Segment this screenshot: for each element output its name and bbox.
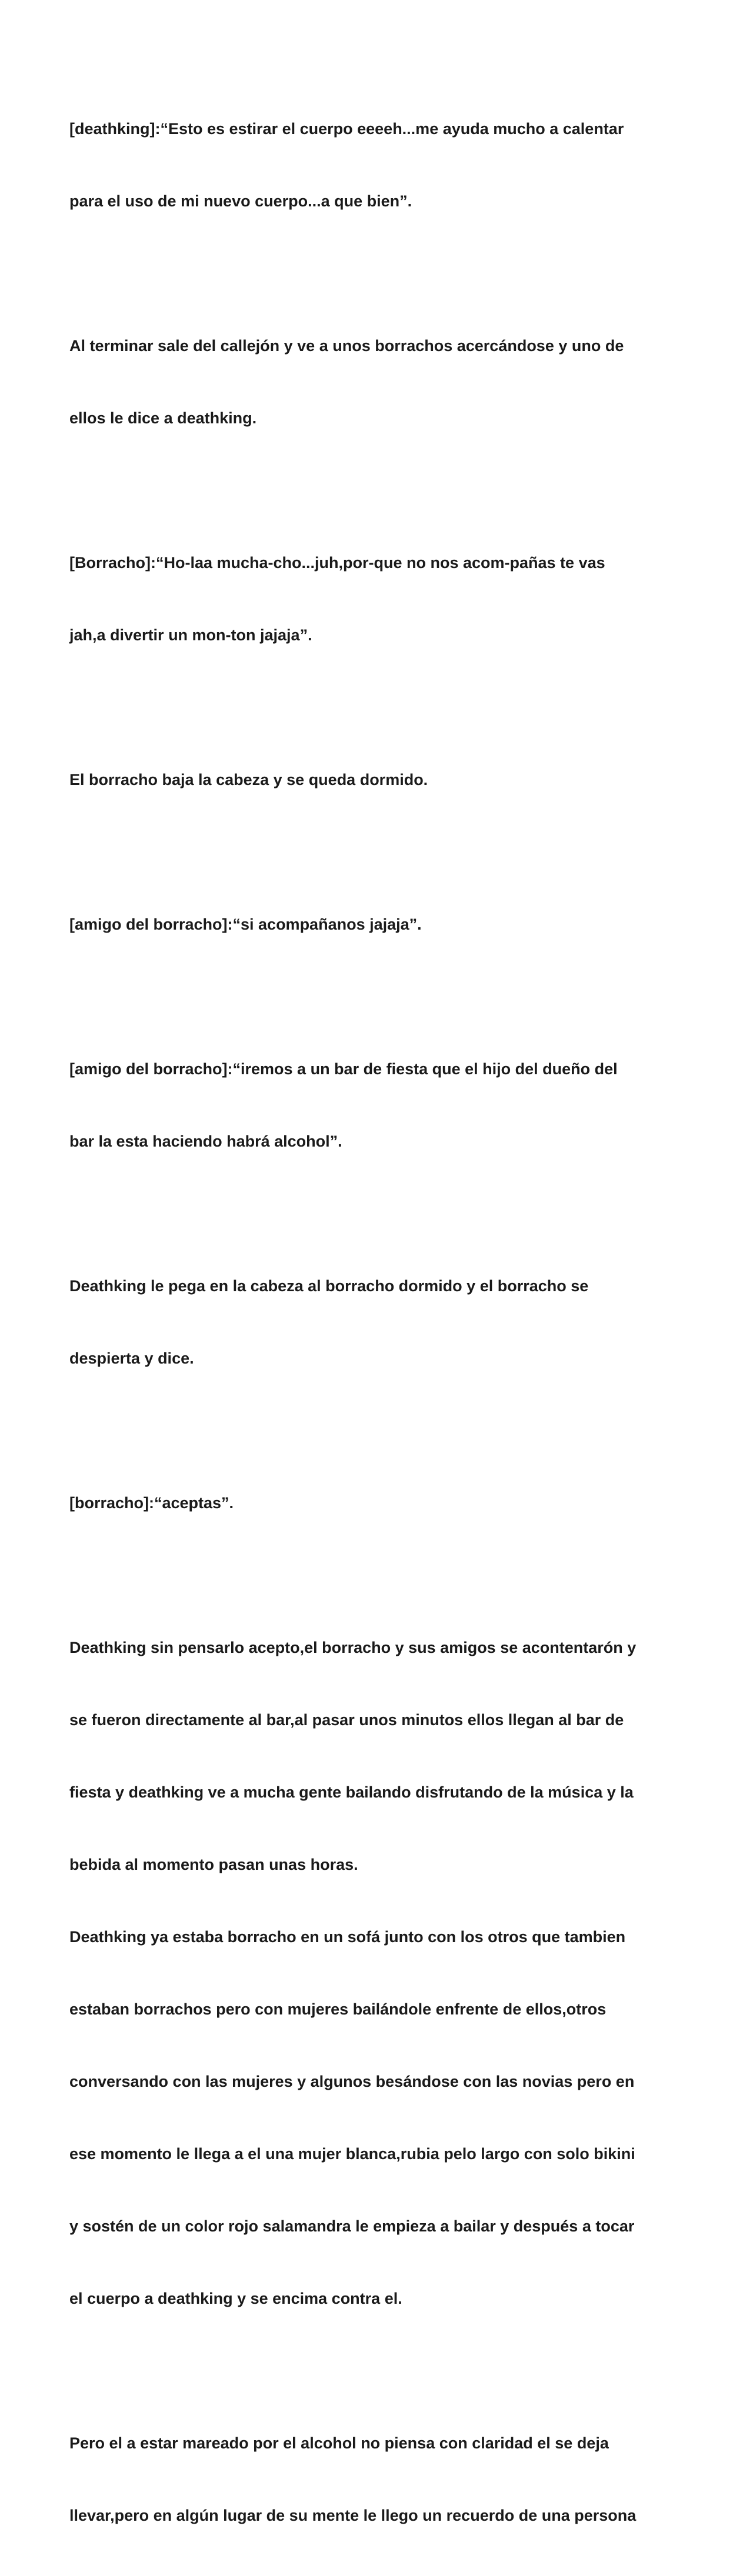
text-line: llevar,pero en algún lugar de su mente le llego un recuerdo de una persona bbox=[69, 2507, 637, 2524]
text-line: [Borracho]:“Ho-laa mucha-cho...juh,por-que no nos acom-pañas te vas bbox=[69, 554, 605, 572]
paragraph-amigo-bar bbox=[69, 1009, 687, 1202]
text-line: bar la esta haciendo habrá alcohol”. bbox=[69, 1132, 342, 1150]
text-line: El borracho baja la cabeza y se queda dormido. bbox=[69, 771, 428, 788]
text-line: bebida al momento pasan unas horas. bbox=[69, 1856, 358, 1873]
text-line: despierta y dice. bbox=[69, 1349, 194, 1367]
text-line: Deathking sin pensarlo acepto,el borracho y sus amigos se acontentarón y bbox=[69, 1639, 637, 1656]
text-line: Deathking le pega en la cabeza al borracho dormido y el borracho se bbox=[69, 1277, 589, 1295]
paragraph-borracho-invite bbox=[69, 503, 687, 696]
text-line: Deathking ya estaba borracho en un sofá junto con los otros que tambien bbox=[69, 1928, 626, 1946]
paragraph-hits-head bbox=[69, 1226, 687, 1419]
text-line: [amigo del borracho]:“iremos a un bar de fiesta que el hijo del dueño del bbox=[69, 1060, 618, 1078]
text-line: [amigo del borracho]:“si acompañanos jajaja”. bbox=[69, 916, 422, 933]
paragraph-leaves-alley bbox=[69, 286, 687, 479]
text-line: estaban borrachos pero con mujeres bailándole enfrente de ellos,otros bbox=[69, 2000, 607, 2018]
text-line: ese momento le llega a el una mujer blanca,rubia pelo largo con solo bikini bbox=[69, 2145, 635, 2163]
text-line: para el uso de mi nuevo cuerpo...a que bien”. bbox=[69, 192, 412, 210]
text-line: conversando con las mujeres y algunos besándose con las novias pero en bbox=[69, 2073, 635, 2090]
paragraph-amigo-acompananos bbox=[69, 864, 687, 985]
text-line: jah,a divertir un mon-ton jajaja”. bbox=[69, 626, 312, 644]
paragraph-falls-asleep bbox=[69, 720, 687, 840]
text-line: [borracho]:“aceptas”. bbox=[69, 1494, 234, 1512]
paragraph-aceptas bbox=[69, 1443, 687, 1563]
text-line: fiesta y deathking ve a mucha gente bailando disfrutando de la música y la bbox=[69, 1783, 634, 1801]
text-line: el cuerpo a deathking y se encima contra el. bbox=[69, 2290, 402, 2307]
text-line: [deathking]:“Esto es estirar el cuerpo eeeeh...me ayuda mucho a calentar bbox=[69, 120, 624, 138]
paragraph-deathking-stretch bbox=[69, 69, 687, 262]
document-body bbox=[69, 69, 687, 2576]
paragraph-at-the-bar bbox=[69, 1588, 687, 2359]
text-line: Pero el a estar mareado por el alcohol no piensa con claridad el se deja bbox=[69, 2434, 609, 2452]
text-line: se fueron directamente al bar,al pasar unos minutos ellos llegan al bar de bbox=[69, 1711, 624, 1729]
text-line: y sostén de un color rojo salamandra le empieza a bailar y después a tocar bbox=[69, 2217, 635, 2235]
text-line: ellos le dice a deathking. bbox=[69, 409, 257, 427]
text-line: Al terminar sale del callejón y ve a unos borrachos acercándose y uno de bbox=[69, 337, 624, 355]
paragraph-dizzy-memory bbox=[69, 2383, 687, 2576]
